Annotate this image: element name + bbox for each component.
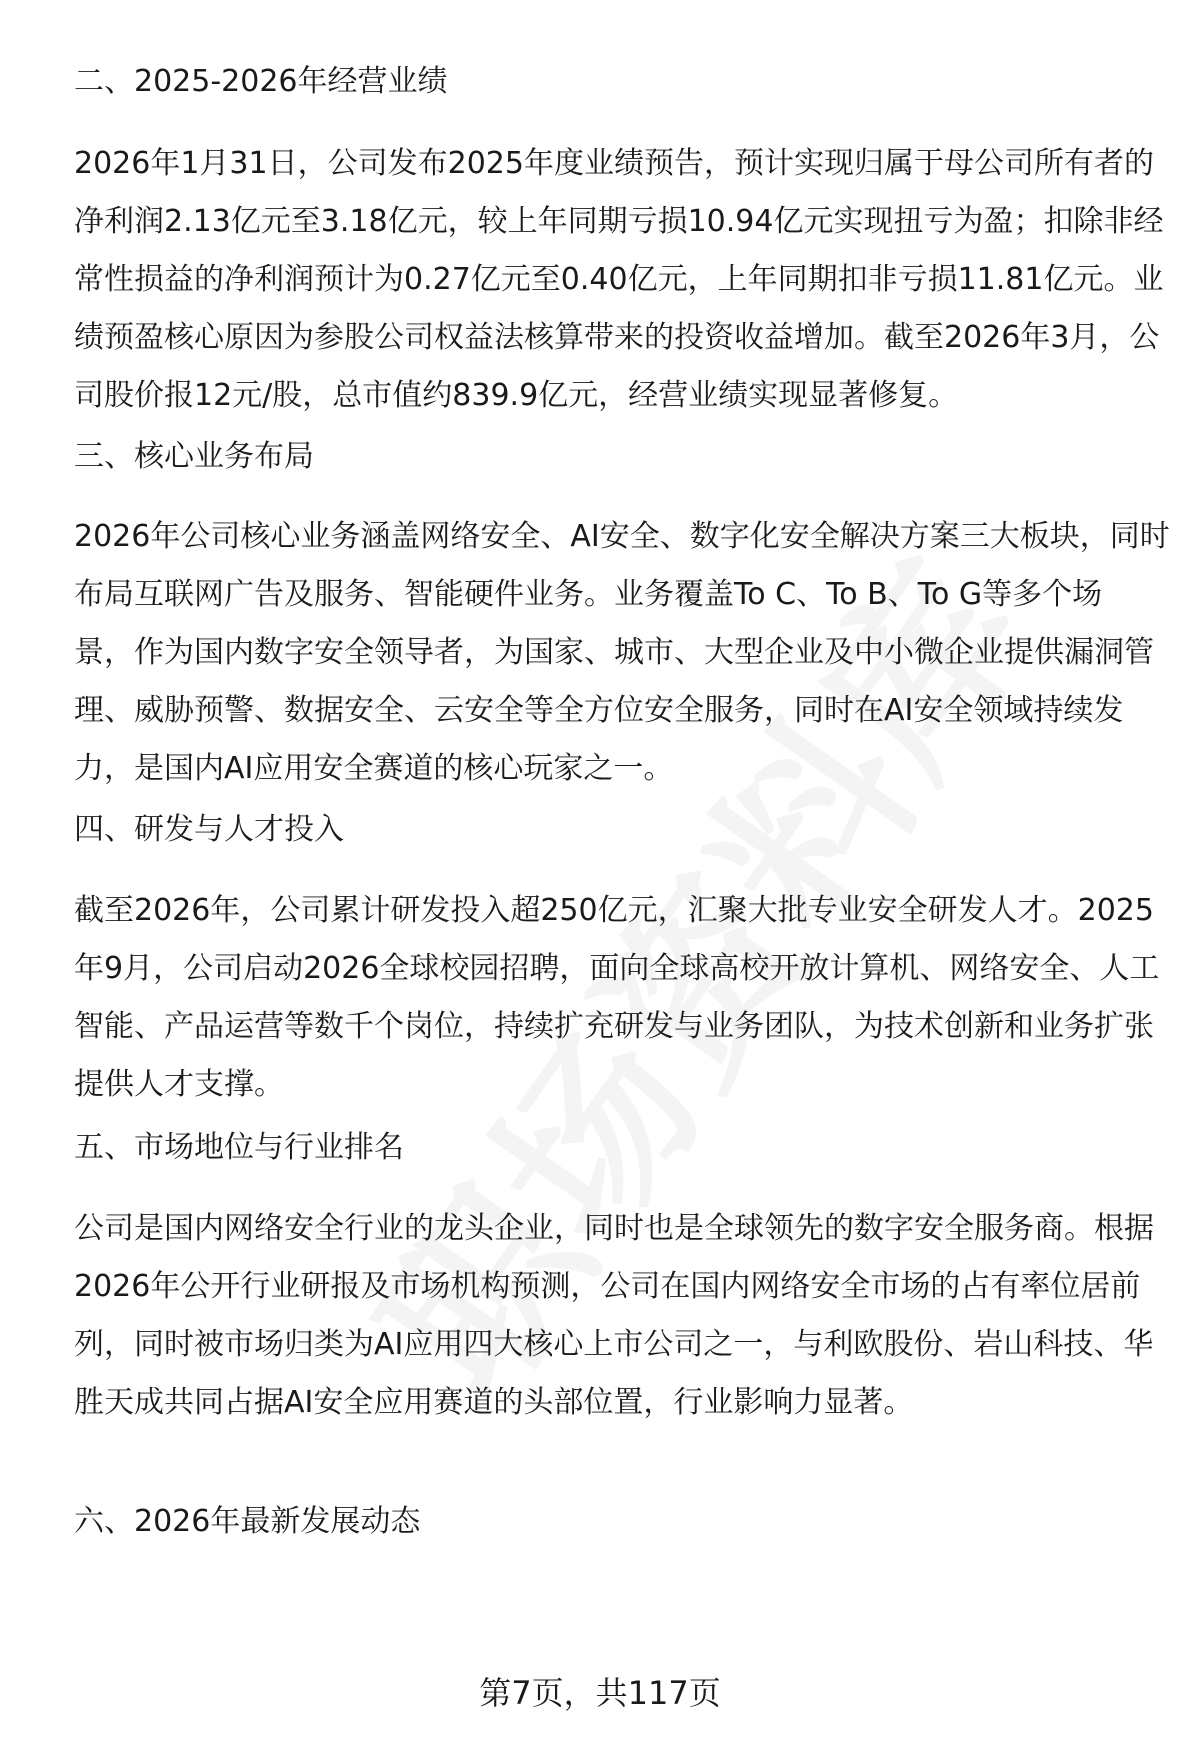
section-heading-business: 三、核心业务布局: [74, 439, 314, 474]
paragraph-line: 布局互联网广告及服务、智能硬件业务。业务覆盖To C、To B、To G等多个场: [74, 577, 1103, 612]
paragraph-line: 净利润2.13亿元至3.18亿元，较上年同期亏损10.94亿元实现扭亏为盈；扣除非经: [74, 204, 1164, 239]
paragraph-line: 2026年公开行业研报及市场机构预测，公司在国内网络安全市场的占有率位居前: [74, 1269, 1141, 1304]
paragraph-line: 常性损益的净利润预计为0.27亿元至0.40亿元，上年同期扣非亏损11.81亿元。业: [74, 262, 1164, 297]
paragraph-line: 提供人才支撑。: [74, 1067, 284, 1102]
section-paragraph-performance: [74, 135, 1164, 425]
section-paragraph-business: [74, 508, 1170, 798]
paragraph-line: 截至2026年，公司累计研发投入超250亿元，汇聚大批专业安全研发人才。2025: [74, 893, 1154, 928]
section-heading-rnd: 四、研发与人才投入: [74, 812, 344, 847]
paragraph-line: 2026年1月31日，公司发布2025年度业绩预告，预计实现归属于母公司所有者的: [74, 146, 1154, 181]
paragraph-line: 绩预盈核心原因为参股公司权益法核算带来的投资收益增加。截至2026年3月，公: [74, 320, 1160, 355]
paragraph-line: 年9月，公司启动2026全球校园招聘，面向全球高校开放计算机、网络安全、人工: [74, 951, 1160, 986]
paragraph-line: 理、威胁预警、数据安全、云安全等全方位安全服务，同时在AI安全领域持续发: [74, 693, 1124, 728]
paragraph-line: 列，同时被市场归类为AI应用四大核心上市公司之一，与利欧股份、岩山科技、华: [74, 1327, 1154, 1362]
paragraph-line: 力，是国内AI应用安全赛道的核心玩家之一。: [74, 751, 674, 786]
paragraph-line: 胜天成共同占据AI安全应用赛道的头部位置，行业影响力显著。: [74, 1385, 914, 1420]
paragraph-line: 公司是国内网络安全行业的龙头企业，同时也是全球领先的数字安全服务商。根据: [74, 1211, 1154, 1246]
section-paragraph-rnd: [74, 882, 1160, 1114]
paragraph-line: 景，作为国内数字安全领导者，为国家、城市、大型企业及中小微企业提供漏洞管: [74, 635, 1154, 670]
page-number: 第7页，共117页: [479, 1674, 721, 1712]
section-heading-latest: 六、2026年最新发展动态: [74, 1504, 421, 1539]
section-heading-market: 五、市场地位与行业排名: [74, 1130, 404, 1165]
paragraph-line: 司股价报12元/股，总市值约839.9亿元，经营业绩实现显著修复。: [74, 378, 959, 413]
paragraph-line: 2026年公司核心业务涵盖网络安全、AI安全、数字化安全解决方案三大板块，同时: [74, 519, 1170, 554]
section-paragraph-market: [74, 1200, 1154, 1432]
paragraph-line: 智能、产品运营等数千个岗位，持续扩充研发与业务团队，为技术创新和业务扩张: [74, 1009, 1154, 1044]
section-heading-performance: 二、2025-2026年经营业绩: [74, 64, 448, 99]
